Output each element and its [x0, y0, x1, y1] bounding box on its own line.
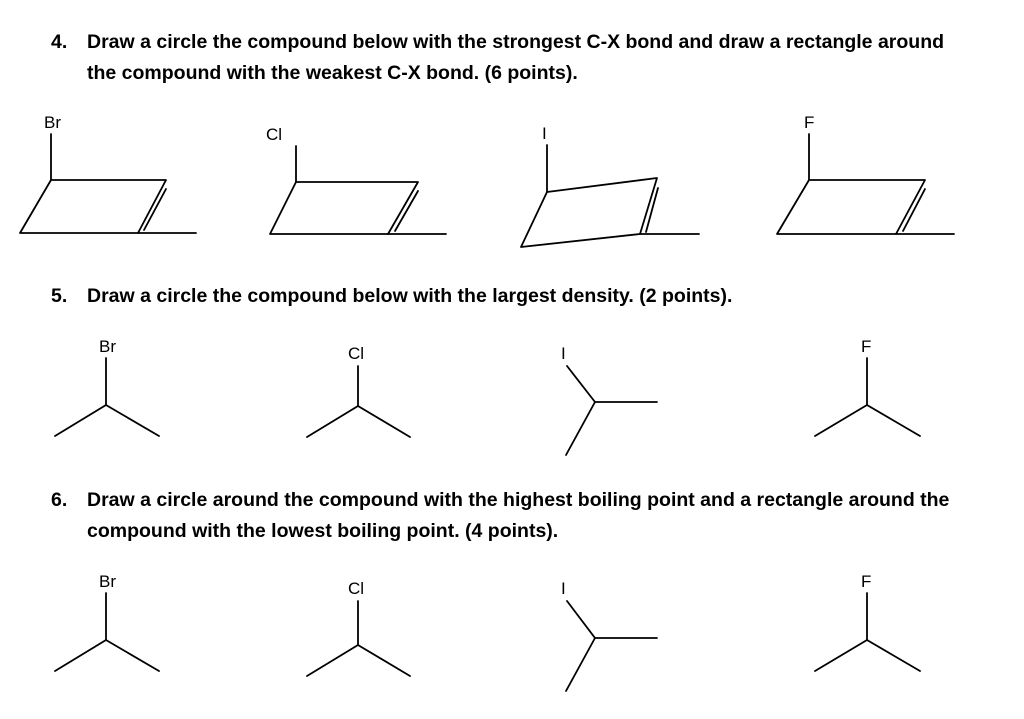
q5-molecule-fluoro [815, 337, 920, 436]
q4-atom-i: I [542, 124, 547, 143]
q4-molecule-bromo [20, 113, 196, 233]
q6-molecule-iodo [561, 579, 657, 691]
q6-atom-f: F [861, 572, 872, 591]
q4-atom-br: Br [44, 113, 61, 132]
question-6-number: 6. [51, 489, 68, 511]
question-4-text: Draw a circle the compound below with the strongest C-X bond and draw a rectangle around the compound with the weakest C-X bond. (6 points). [87, 31, 945, 84]
q6-atom-cl: Cl [348, 579, 365, 598]
q6-molecule-fluoro [815, 572, 920, 671]
q6-atom-i: I [561, 579, 566, 598]
q4-atom-f: F [804, 113, 815, 132]
q5-atom-f: F [861, 337, 872, 356]
q5-molecule-iodo [561, 344, 657, 455]
question-4-number: 4. [51, 31, 68, 53]
question-5-number: 5. [51, 285, 68, 307]
q5-atom-cl: Cl [348, 344, 365, 363]
q5-molecule-chloro [307, 344, 410, 437]
question-6-text: Draw a circle around the compound with the highest boiling point and a rectangle around the compound with the lowest boiling point. (4 points). [87, 489, 950, 542]
question-5-text: Draw a circle the compound below with the largest density. (2 points). [87, 285, 733, 307]
q5-molecule-bromo [55, 337, 159, 436]
q4-molecule-chloro [266, 125, 446, 234]
q5-atom-br: Br [99, 337, 116, 356]
q6-molecule-bromo [55, 572, 159, 671]
q6-molecule-chloro [307, 579, 410, 676]
q5-atom-i: I [561, 344, 566, 363]
q6-atom-br: Br [99, 572, 116, 591]
q4-molecule-iodo [521, 124, 699, 247]
q4-atom-cl: Cl [266, 125, 283, 144]
q4-molecule-fluoro [777, 113, 954, 234]
